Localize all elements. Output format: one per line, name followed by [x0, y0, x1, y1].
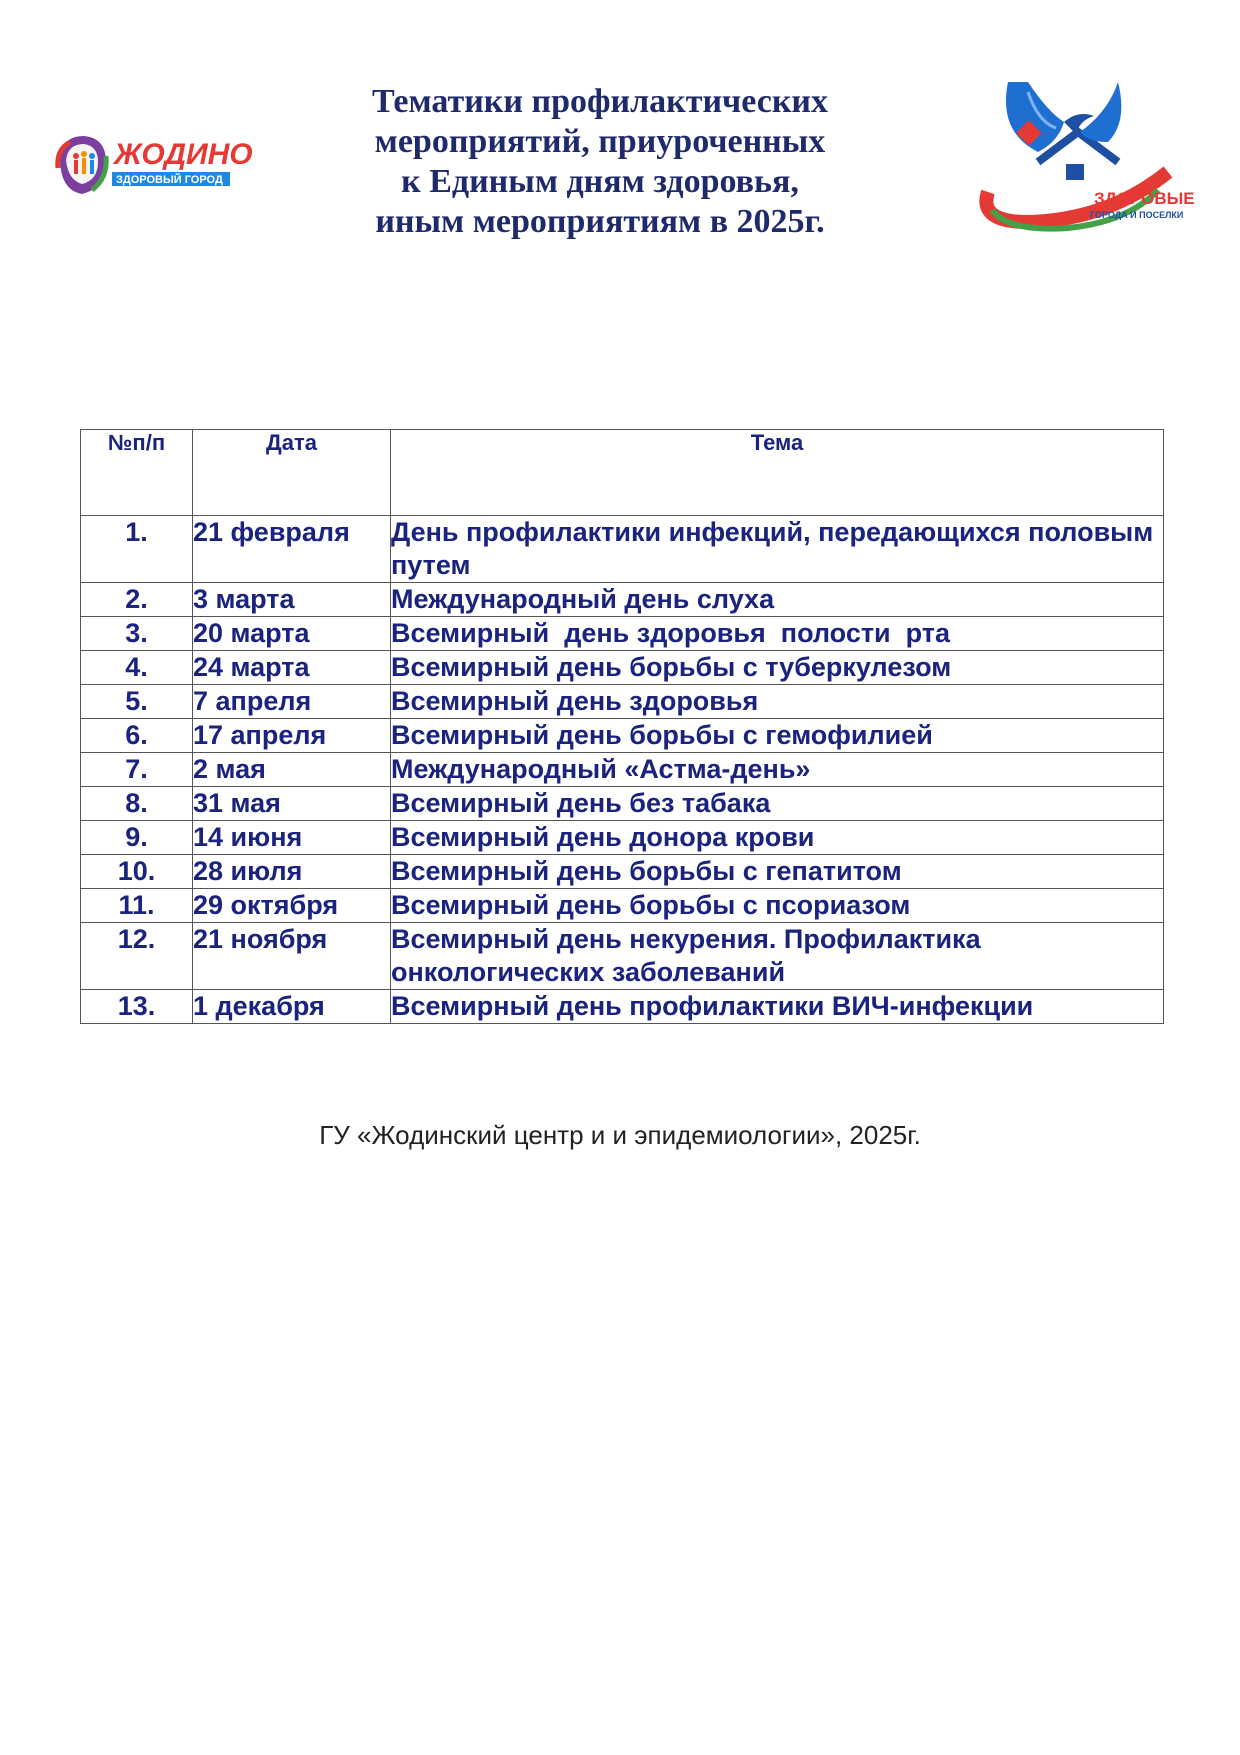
row-theme: Всемирный день здоровья полости рта	[391, 617, 1164, 651]
row-number: 2.	[81, 583, 193, 617]
page-title	[300, 82, 900, 242]
svg-text:ГОРОДА И ПОСЕЛКИ: ГОРОДА И ПОСЕЛКИ	[1090, 210, 1184, 220]
row-date: 1 декабря	[193, 990, 391, 1024]
table-row	[81, 855, 1164, 889]
row-theme: Всемирный день профилактики ВИЧ-инфекции	[391, 990, 1164, 1024]
row-date: 21 ноября	[193, 923, 391, 990]
row-number: 6.	[81, 719, 193, 753]
row-number: 3.	[81, 617, 193, 651]
row-theme: Всемирный день борьбы с гепатитом	[391, 855, 1164, 889]
row-theme: Всемирный день борьбы с туберкулезом	[391, 651, 1164, 685]
row-number: 8.	[81, 787, 193, 821]
row-number: 1.	[81, 516, 193, 583]
row-date: 7 апреля	[193, 685, 391, 719]
zhodino-healthy-city-logo	[52, 128, 253, 208]
svg-text:ЗДОРОВЫЙ ГОРОД: ЗДОРОВЫЙ ГОРОД	[116, 174, 223, 186]
row-date: 20 марта	[193, 617, 391, 651]
svg-text:ЖОДИНО: ЖОДИНО	[114, 138, 253, 171]
table-row	[81, 787, 1164, 821]
row-number: 12.	[81, 923, 193, 990]
row-number: 11.	[81, 889, 193, 923]
row-number: 9.	[81, 821, 193, 855]
table-row	[81, 685, 1164, 719]
table-row	[81, 990, 1164, 1024]
row-number: 10.	[81, 855, 193, 889]
row-number: 4.	[81, 651, 193, 685]
header-number: №п/п	[81, 430, 193, 516]
row-number: 13.	[81, 990, 193, 1024]
table-row	[81, 821, 1164, 855]
table-row	[81, 719, 1164, 753]
table-row	[81, 651, 1164, 685]
row-theme: Всемирный день некурения. Профилактика онкологических заболеваний	[391, 923, 1164, 990]
row-theme: Всемирный день донора крови	[391, 821, 1164, 855]
row-number: 5.	[81, 685, 193, 719]
row-theme: Всемирный день борьбы с гемофилией	[391, 719, 1164, 753]
title-line: Тематики профилактических	[371, 83, 828, 120]
row-theme: Всемирный день борьбы с псориазом	[391, 889, 1164, 923]
table-row	[81, 889, 1164, 923]
row-date: 29 октября	[193, 889, 391, 923]
row-date: 31 мая	[193, 787, 391, 821]
row-date: 14 июня	[193, 821, 391, 855]
row-theme: День профилактики инфекций, передающихся половым путем	[391, 516, 1164, 583]
title-line: к Единым дням здоровья,	[401, 163, 799, 200]
table-row	[81, 516, 1164, 583]
events-table	[80, 429, 1164, 1024]
row-theme: Международный день слуха	[391, 583, 1164, 617]
table-header-row	[81, 430, 1164, 516]
row-date: 24 марта	[193, 651, 391, 685]
header-theme: Тема	[391, 430, 1164, 516]
row-date: 28 июля	[193, 855, 391, 889]
title-line: иным мероприятиям в 2025г.	[375, 203, 825, 240]
healthy-cities-logo	[968, 72, 1195, 242]
svg-text:ЗДОРОВЫЕ: ЗДОРОВЫЕ	[1094, 189, 1195, 208]
row-theme: Всемирный день без табака	[391, 787, 1164, 821]
header-date: Дата	[193, 430, 391, 516]
row-date: 3 марта	[193, 583, 391, 617]
footer-organization: ГУ «Жодинский центр и и эпидемиологии», 2025г.	[319, 1120, 921, 1150]
title-line: мероприятий, приуроченных	[374, 123, 826, 160]
table-row	[81, 923, 1164, 990]
row-date: 21 февраля	[193, 516, 391, 583]
row-theme: Международный «Астма-день»	[391, 753, 1164, 787]
table-row	[81, 753, 1164, 787]
table-row	[81, 617, 1164, 651]
row-date: 2 мая	[193, 753, 391, 787]
row-number: 7.	[81, 753, 193, 787]
table-row	[81, 583, 1164, 617]
row-date: 17 апреля	[193, 719, 391, 753]
row-theme: Всемирный день здоровья	[391, 685, 1164, 719]
